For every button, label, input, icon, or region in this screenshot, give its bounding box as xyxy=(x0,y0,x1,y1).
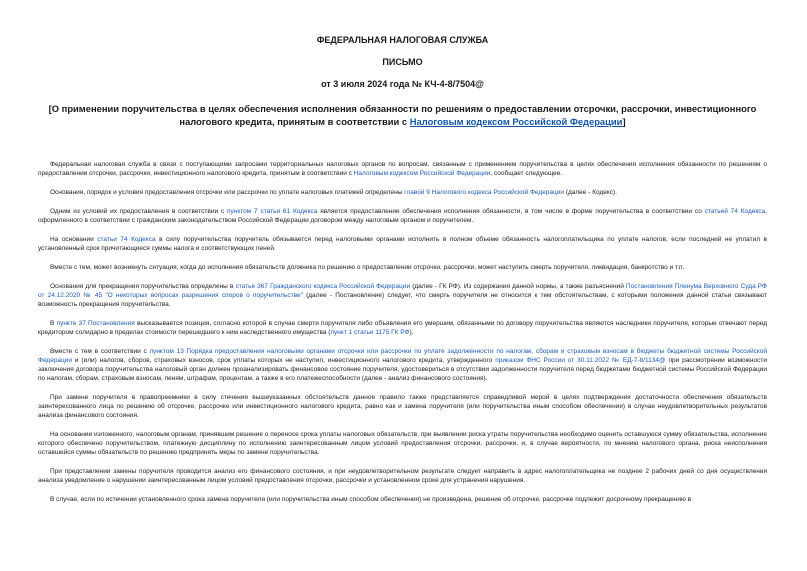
paragraph-text: В xyxy=(50,320,57,327)
paragraph-text: (далее - ГК РФ). Из содержания данной нормы, а также разъяснений xyxy=(410,283,626,290)
paragraph-text: и (или) налогов, сборов, страховых взносов, срок уплаты которых не наступил, инвестиционного налогового кредита, утвержденного xyxy=(72,357,496,364)
paragraph-text: Федеральная налоговая служба в связи с поступающими запросами территориальных налоговых органов по вопросам, связанным с применением поручительства в целях обеспечения исполнения обязанности по решениям о предоставлении отсрочки, рассрочки, инвестиционного налогового кредита, принятым в соответствии с xyxy=(38,161,767,177)
paragraph-text: На основании xyxy=(50,236,98,243)
subject-close: ] xyxy=(622,116,626,127)
paragraph xyxy=(38,207,767,225)
paragraph-text: , оформленного в соответствии с гражданским законодательством Российской Федерации договором между налоговым органом и поручителем. xyxy=(38,208,767,224)
paragraph-text: в силу поручительства поручитель обязывается перед налоговыми органами исполнить в полном объеме обязанность налогоплательщика по уплате налогов, если последний не уплатил в установленный срок причитающиеся суммы налога и соответствующих пеней. xyxy=(38,236,767,252)
paragraph xyxy=(38,430,767,457)
legal-reference-link[interactable]: пунктом 13 Порядка предоставления налоговыми органами отсрочки или рассрочки по уплате задолженности по налогам, сборам и страховым взносам в бюджеты бюджетной системы Российской Федерации xyxy=(38,348,768,364)
document-subject xyxy=(44,102,761,128)
document-date-number: от 3 июля 2024 года № КЧ-4-8/7504@ xyxy=(321,79,484,89)
paragraph xyxy=(38,282,767,309)
paragraph-text: ). xyxy=(409,329,414,336)
issuing-authority: ФЕДЕРАЛЬНАЯ НАЛОГОВАЯ СЛУЖБА xyxy=(316,35,489,45)
paragraph-text: (далее - Кодекс). xyxy=(564,189,617,196)
document-type: ПИСЬМО xyxy=(382,57,423,67)
legal-reference-link[interactable]: пункте 37 Постановления xyxy=(56,320,135,327)
subject-text: [О применении поручительства в целях обеспечения исполнения обязанности по решениям о предоставлении отсрочки, рассрочки, инвестиционного налогового кредита, принятым в соответствии с xyxy=(48,103,757,127)
legal-reference-link[interactable]: пункт 1 статьи 1175 ГК РФ xyxy=(330,329,410,336)
document-body xyxy=(38,160,767,504)
legal-reference-link[interactable]: статье 367 Гражданского кодекса Российской Федерации xyxy=(235,283,411,290)
paragraph xyxy=(38,393,767,420)
paragraph xyxy=(38,347,767,383)
paragraph xyxy=(38,495,767,504)
paragraph xyxy=(38,235,767,253)
legal-reference-link[interactable]: Постановления Пленума Верховного Суда РФ от 24.12.2020 № 45 "О некоторых вопросах разрешения споров о поручительстве" xyxy=(38,283,767,299)
legal-reference-link[interactable]: Налоговым кодексом Российской Федерации xyxy=(353,170,491,177)
legal-reference-link[interactable]: приказом ФНС России от 30.11.2022 № ЕД-7-8/1134@ xyxy=(495,357,666,364)
paragraph-text: Вместе с тем, может возникнуть ситуация, когда до исполнения обязательств должника по решению о предоставлении отсрочки, рассрочки, может наступить смерть поручителя, ликвидация, банкротство и т.п. xyxy=(50,264,685,271)
paragraph-text: , сообщает следующее. xyxy=(490,170,563,177)
legal-reference-link[interactable]: статьей 74 Кодекса xyxy=(704,208,766,215)
paragraph-text: является предоставление обеспечения исполнения обязанности, в том числе в форме поручительства в соответствии со xyxy=(317,208,705,215)
paragraph-text: Одним из условий их предоставления в соответствии с xyxy=(50,208,227,215)
paragraph xyxy=(38,467,767,485)
paragraph xyxy=(38,263,767,272)
paragraph xyxy=(38,188,767,197)
paragraph xyxy=(38,319,767,337)
paragraph-text: высказывается позиция, согласно которой в случае смерти поручителя либо объявления его умершим, обязанными по договору поручительства являются наследники поручителя, которые отвечают перед кредитором солидарно в пределах стоимости перешедшего к ним наследственного имущества ( xyxy=(38,320,767,336)
paragraph xyxy=(38,160,767,178)
legal-reference-link[interactable]: статьи 74 Кодекса xyxy=(97,236,156,243)
paragraph-text: Основания для прекращения поручительства определены в xyxy=(50,283,236,290)
paragraph-text: Вместе с тем в соответствии с xyxy=(50,348,150,355)
paragraph-text: Основания, порядок и условия предоставления отсрочки или рассрочки по уплате налоговых платежей определены xyxy=(50,189,405,196)
paragraph-text: В случае, если по истечении установленного срока замена поручителя (или поручительства иным способом обеспечения) не произведена, решение об отсрочке, рассрочке подлежит досрочному прекращению в xyxy=(50,496,692,503)
subject-tax-code-link[interactable]: Налоговым кодексом Российской Федерации xyxy=(409,116,623,127)
paragraph-text: (далее - Постановление) следует, что смерть поручителя не относится к тем обстоятельствам, с которыми положения данной статьи связывают возможность прекращения поручительства. xyxy=(38,292,767,308)
paragraph-text: при рассмотрении возможности заключения договора поручительства налоговый орган должен проанализировать финансовое состояние поручителя, удостовериться в отсутствии задолженности поручителя перед бюджетами бюджетной системы Российской Федерации по налогам, сборам, страховым взносам, пеням, штрафам, процентам, а также в его платежеспособности (далее - анализ финансового состояния). xyxy=(38,357,767,382)
legal-reference-link[interactable]: главой 9 Налогового кодекса Российской Федерации xyxy=(404,189,565,196)
legal-reference-link[interactable]: пунктом 7 статьи 61 Кодекса xyxy=(226,208,318,215)
paragraph-text: На основании изложенного, налоговым органам, принявшим решение о переносе срока уплаты налоговых обязательств, при выявлении риска утраты поручительства необходимо оценить оставшуюся сумму обязательства, исполнение которого обеспечено поручительством, платежную дисциплину по исполнению заинтересованным лицом условий предоставления отсрочки, рассрочки, и, в случае вероятности, по мнению налогового органа, риска неисполнения оставшейся суммы обязательств по решению предпринять меры по замене поручительства. xyxy=(38,431,767,456)
paragraph-text: При замене поручителя в правопреемники в силу стечения вышеуказанных обстоятельств данное правило также представляется справедливой мерой в целях подтверждения достаточности обеспечения обязательств заинтересованного лица по решению об отсрочке, рассрочке или инвестиционного налогового кредита, равно как и замена поручителя (или поручительства иным способом обеспечения) в случае неудовлетворительных результатов анализа финансового состояния. xyxy=(38,394,767,419)
paragraph-text: При представлении замены поручителя проводится анализ его финансового состояния, и при неудовлетворительном результате следует направить в адрес налогоплательщика не позднее 2 рабочих дней со дня осуществления анализа уведомление о нарушении заинтересованным лицом условий предоставления отсрочки, рассрочки и установленном сроке для устранения нарушения. xyxy=(38,468,767,484)
